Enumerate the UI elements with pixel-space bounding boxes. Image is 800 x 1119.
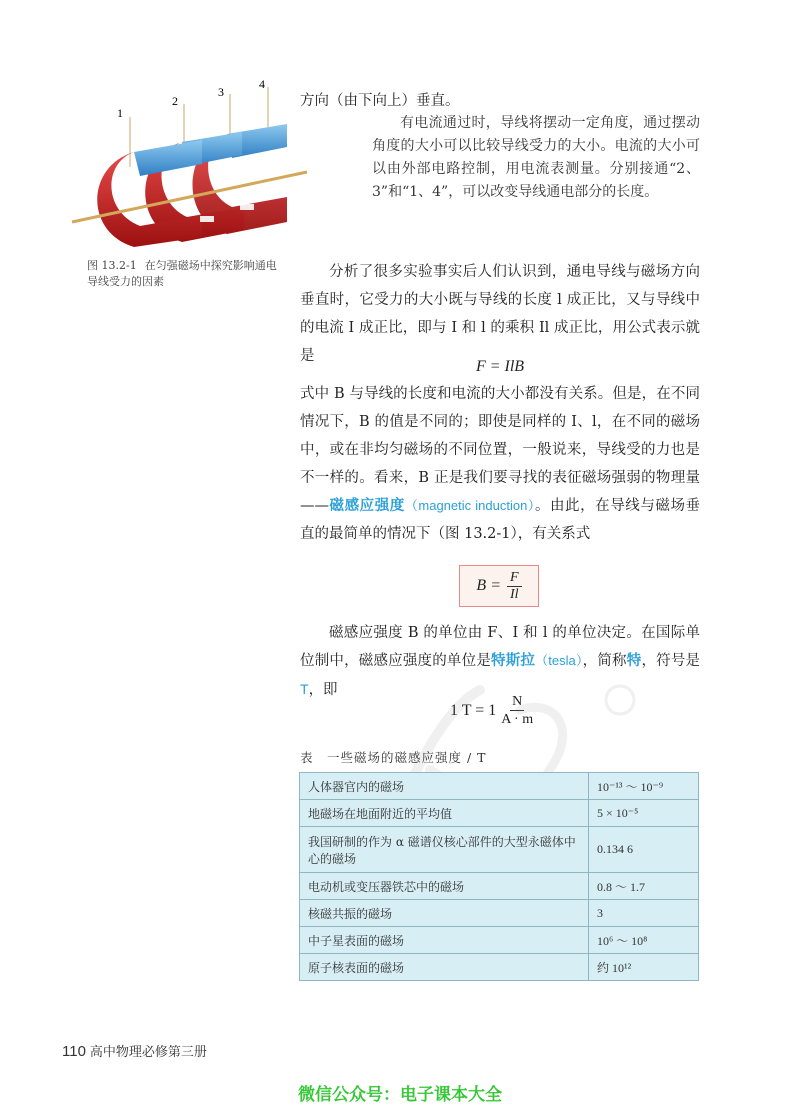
boxed-formula-numerator: F bbox=[507, 570, 522, 587]
magnetic-field-table bbox=[299, 772, 699, 981]
paragraph-experiment-text: 有电流通过时，导线将摆动一定角度，通过摆动角度的大小可以比较导线受力的大小。电流的大小可以由外部电路控制，用电流表测量。分别接通“2、3”和“1、4”，可以改变导线通电部分的长度。 bbox=[372, 115, 700, 200]
book-title: 高中物理必修第三册 bbox=[89, 1045, 207, 1060]
formula-force-text: F = IlB bbox=[475, 358, 525, 375]
paragraph-definition bbox=[300, 380, 700, 548]
table-cell-field: 原子核表面的磁场 bbox=[300, 954, 589, 981]
wire-label-2: 2 bbox=[172, 94, 178, 108]
wire-label-3: 3 bbox=[218, 85, 224, 99]
paragraph-experiment bbox=[372, 112, 700, 204]
paragraph-unit-text-a: 磁感应强度 B 的单位由 F、I 和 l 的单位决定。在国际单位制中，磁感应强度的单位是 bbox=[300, 625, 700, 669]
figure-caption-number: 图 13.2-1 bbox=[87, 259, 137, 272]
table-row bbox=[300, 773, 699, 800]
figure-caption-text: 在匀强磁场中探究影响通电导线受力的因素 bbox=[87, 259, 277, 288]
unit-equation-numerator: N bbox=[512, 694, 523, 709]
wire-label-4: 4 bbox=[259, 77, 265, 91]
boxed-formula-denominator: Il bbox=[510, 586, 519, 602]
term-magnetic-induction-en: （magnetic induction） bbox=[404, 498, 535, 513]
table-cell-value: 10⁻¹³ ～ 10⁻⁹ bbox=[589, 773, 699, 800]
table-cell-field: 人体器官内的磁场 bbox=[300, 773, 589, 800]
paragraph-top bbox=[300, 87, 700, 115]
formula-force bbox=[300, 353, 700, 381]
table-cell-value: 10⁶ ～ 10⁸ bbox=[589, 927, 699, 954]
term-tesla-short: 特 bbox=[626, 652, 642, 669]
unit-equation-denominator: A · m bbox=[501, 712, 534, 727]
term-tesla-symbol: T bbox=[300, 681, 309, 697]
paragraph-analysis-text: 分析了很多实验事实后人们认识到，通电导线与磁场方向垂直时，它受力的大小既与导线的长度 l 成正比，又与导线中的电流 I 成正比，即与 I 和 l 的乘积 Il 成正比，用公式表示就是 bbox=[300, 264, 700, 364]
boxed-formula-lhs: B = bbox=[476, 577, 501, 594]
table-row bbox=[300, 873, 699, 900]
paragraph-unit-text-d: ，即 bbox=[308, 682, 338, 698]
table-row bbox=[300, 900, 699, 927]
table-cell-field: 地磁场在地面附近的平均值 bbox=[300, 800, 589, 827]
term-tesla: 特斯拉 bbox=[491, 652, 536, 669]
term-magnetic-induction: 磁感应强度 bbox=[329, 497, 405, 514]
magnet-experiment-figure bbox=[62, 72, 312, 247]
table-cell-field: 核磁共振的磁场 bbox=[300, 900, 589, 927]
paragraph-unit-text-c: ，符号是 bbox=[641, 653, 701, 669]
wechat-banner: 微信公众号：电子课本大全 bbox=[298, 1085, 502, 1105]
table-row bbox=[300, 800, 699, 827]
table-row bbox=[300, 927, 699, 954]
table-cell-value: 0.134 6 bbox=[589, 827, 699, 873]
paragraph-definition-text-a: 式中 B 与导线的长度和电流的大小都没有关系。但是，在不同情况下，B 的值是不同的；即使是同样的 I、l，在不同的磁场中，或在非均匀磁场的不同位置，一般说来，导线受的力也是不一样的。看来，B 正是我们要寻找的表征磁场强弱的物理量—— bbox=[300, 386, 700, 514]
term-tesla-en: （tesla） bbox=[535, 653, 583, 668]
table-cell-value: 约 10¹² bbox=[589, 954, 699, 981]
table-cell-field: 电动机或变压器铁芯中的磁场 bbox=[300, 873, 589, 900]
paragraph-definition-text-b: 。由此，在导线与磁场垂直的最简单的情况下（图 13.2-1），有关系式 bbox=[300, 498, 700, 542]
table-cell-value: 5 × 10⁻⁵ bbox=[589, 800, 699, 827]
wire-label-1: 1 bbox=[117, 106, 123, 120]
paragraph-unit-text-b: ，简称 bbox=[582, 653, 627, 669]
paragraph-top-text: 方向（由下向上）垂直。 bbox=[300, 93, 460, 109]
table-row bbox=[300, 954, 699, 981]
page-number: 110 bbox=[62, 1043, 86, 1060]
table-title: 表 一些磁场的磁感应强度 / T bbox=[300, 750, 487, 765]
page-footer bbox=[62, 1041, 207, 1060]
boxed-formula-fraction bbox=[507, 570, 522, 603]
table-row bbox=[300, 827, 699, 873]
table-cell-value: 3 bbox=[589, 900, 699, 927]
unit-equation-lhs: 1 T = 1 bbox=[450, 701, 497, 719]
boxed-formula bbox=[459, 565, 539, 607]
table-cell-value: 0.8 ～ 1.7 bbox=[589, 873, 699, 900]
table-cell-field: 我国研制的作为 α 磁谱仪核心部件的大型永磁体中心的磁场 bbox=[300, 827, 589, 873]
table-cell-field: 中子星表面的磁场 bbox=[300, 927, 589, 954]
figure-caption bbox=[87, 258, 287, 290]
